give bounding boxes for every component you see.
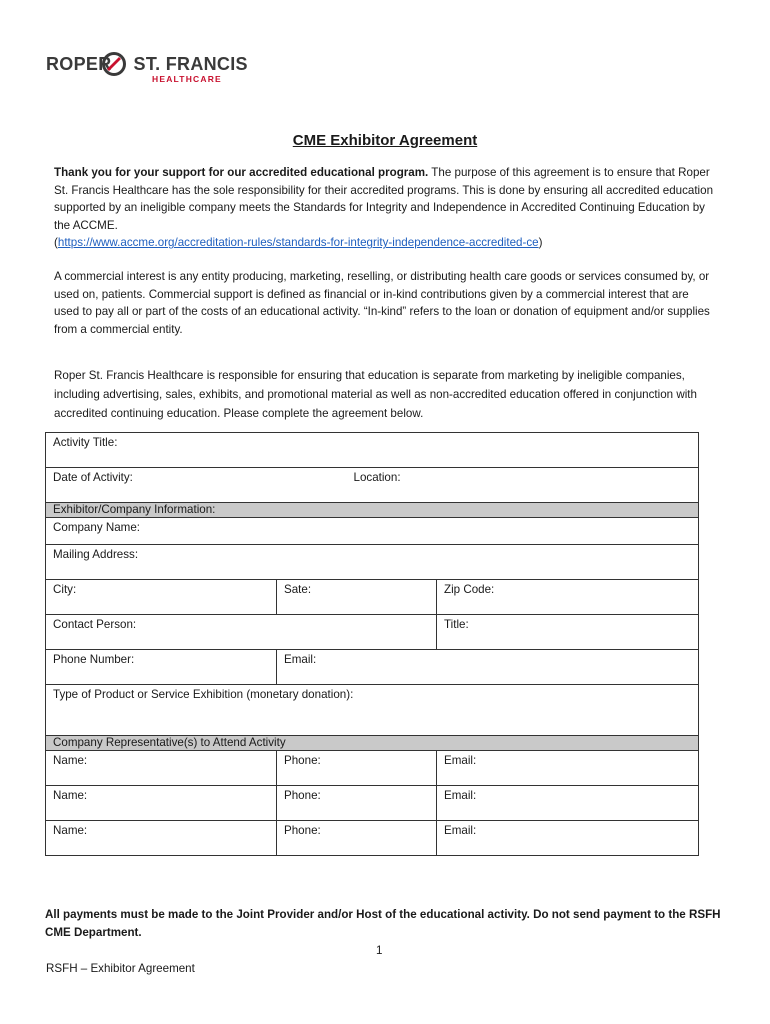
rep-1-phone-field[interactable]: Phone: [277, 751, 437, 786]
company-name-field[interactable]: Company Name: [46, 518, 699, 545]
mailing-address-field[interactable]: Mailing Address: [46, 545, 699, 580]
state-field[interactable]: Sate: [277, 580, 437, 615]
responsibility-paragraph: Roper St. Francis Healthcare is responsible for ensuring that education is separate from marketing by ineligible companies, including advertising, sales, exhibits, and promotional material as well as non-accredited education offered in conjunction with accredited continuing education. Please complete the agreement below. [54, 369, 697, 420]
reps-section-header: Company Representative(s) to Attend Activity [46, 736, 699, 751]
rep-3-phone-field[interactable]: Phone: [277, 821, 437, 856]
logo-st-francis-text: ST. FRANCIS [133, 54, 248, 74]
roper-st-francis-logo [46, 52, 248, 86]
form-row-date-location [46, 468, 699, 503]
intro-text: The purpose of this agreement is to ensure that Roper St. Francis Healthcare has the sole responsibility for their accredited programs. This is done by ensuring all accredited education supported by an ineligible company meets the Standards for Integrity and Independence in Accredited Continuing Education by the ACCME. [54, 166, 714, 232]
logo-roper-text: ROPER [46, 54, 112, 74]
rep-2-name-field[interactable]: Name: [46, 786, 277, 821]
rep-1-name-field[interactable]: Name: [46, 751, 277, 786]
form-row-exhibitor-header [46, 503, 699, 518]
intro-bold-text: Thank you for your support for our accredited educational program. [54, 166, 429, 179]
phone-number-field[interactable]: Phone Number: [46, 650, 277, 685]
email-field[interactable]: Email: [277, 650, 699, 685]
activity-title-field[interactable]: Activity Title: [46, 433, 699, 468]
commercial-interest-paragraph: A commercial interest is any entity producing, marketing, reselling, or distributing health care goods or services consumed by, or used on, patients. Commercial support is defined as financial or in-kind contributions given by a commercial interest that are used to pay all or part of the costs of an educational activity. “In-kind” refers to the loan or donation of equipment and/or supplies from a commercial entity. [54, 270, 710, 336]
title-field[interactable]: Title: [437, 615, 699, 650]
logo-wordmark [46, 54, 248, 75]
location-field[interactable]: Location: [347, 468, 699, 503]
form-row-product-type [46, 685, 699, 736]
rep-1-email-field[interactable]: Email: [437, 751, 699, 786]
product-type-field[interactable]: Type of Product or Service Exhibition (monetary donation): [46, 685, 699, 736]
rep-2-phone-field[interactable]: Phone: [277, 786, 437, 821]
exhibitor-section-header: Exhibitor/Company Information: [46, 503, 699, 518]
form-row-phone-email [46, 650, 699, 685]
rep-2-email-field[interactable]: Email: [437, 786, 699, 821]
form-row-company-name [46, 518, 699, 545]
rep-row-3 [46, 821, 699, 856]
form-row-mailing-address [46, 545, 699, 580]
rep-row-1 [46, 751, 699, 786]
contact-person-field[interactable]: Contact Person: [46, 615, 437, 650]
form-row-reps-header [46, 736, 699, 751]
document-title: CME Exhibitor Agreement [292, 132, 478, 149]
page-footer: RSFH – Exhibitor Agreement [46, 962, 195, 975]
link-close-paren: ) [538, 236, 543, 250]
form-row-city-state-zip [46, 580, 699, 615]
rep-3-email-field[interactable]: Email: [437, 821, 699, 856]
accme-standards-link[interactable]: https://www.accme.org/accreditation-rules/standards-for-integrity-independence-accredited-ce [57, 236, 539, 250]
intro-paragraph [54, 164, 714, 252]
payment-note: All payments must be made to the Joint Provider and/or Host of the educational activity. Do not send payment to the RSFH CME Department. [45, 908, 721, 939]
form-row-contact-title [46, 615, 699, 650]
page-number: 1 [376, 944, 383, 957]
rep-3-name-field[interactable]: Name: [46, 821, 277, 856]
zip-code-field[interactable]: Zip Code: [437, 580, 699, 615]
rep-row-2 [46, 786, 699, 821]
logo-healthcare-text: HEALTHCARE [152, 74, 222, 84]
exhibitor-form-table [45, 432, 699, 856]
city-field[interactable]: City: [46, 580, 277, 615]
logo-emblem-icon [102, 52, 126, 76]
date-of-activity-field[interactable]: Date of Activity: [46, 468, 347, 503]
form-row-activity-title [46, 433, 699, 468]
link-open-paren: ( [54, 236, 58, 250]
